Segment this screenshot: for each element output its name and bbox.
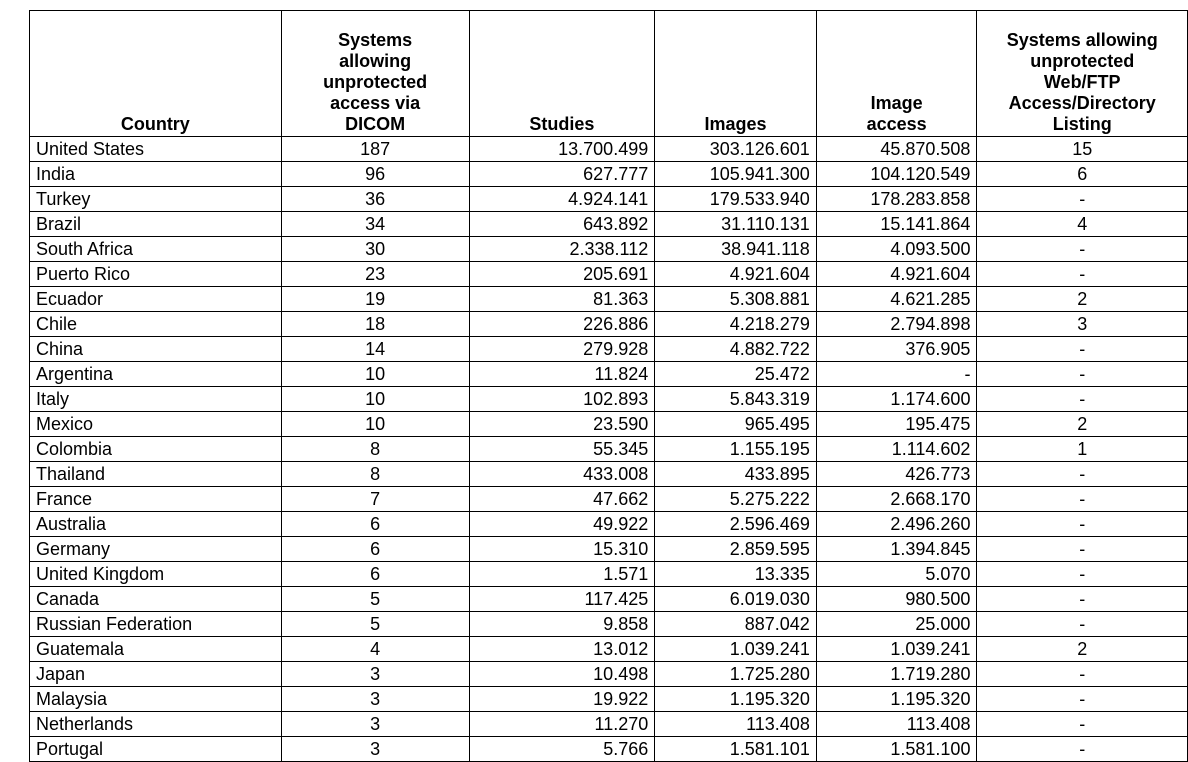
table-row <box>30 362 1188 387</box>
image-access-cell: 1.114.602 <box>816 437 977 462</box>
systems-dicom-cell: 19 <box>281 287 469 312</box>
image-access-cell: 426.773 <box>816 462 977 487</box>
table-row <box>30 337 1188 362</box>
country-cell: South Africa <box>30 237 282 262</box>
studies-cell: 226.886 <box>469 312 655 337</box>
systems-web-ftp-cell: - <box>977 737 1188 762</box>
table-row <box>30 612 1188 637</box>
studies-cell: 1.571 <box>469 562 655 587</box>
country-cell: Japan <box>30 662 282 687</box>
systems-web-ftp-cell: 2 <box>977 637 1188 662</box>
systems-web-ftp-cell: - <box>977 512 1188 537</box>
header-systems-dicom: Systems allowing unprotected access via DICOM <box>281 11 469 137</box>
image-access-cell: - <box>816 362 977 387</box>
image-access-cell: 104.120.549 <box>816 162 977 187</box>
studies-cell: 4.924.141 <box>469 187 655 212</box>
images-cell: 1.195.320 <box>655 687 817 712</box>
country-cell: Mexico <box>30 412 282 437</box>
dicom-exposure-table <box>29 10 1188 762</box>
image-access-cell: 195.475 <box>816 412 977 437</box>
images-cell: 5.843.319 <box>655 387 817 412</box>
systems-web-ftp-cell: - <box>977 337 1188 362</box>
studies-cell: 627.777 <box>469 162 655 187</box>
systems-web-ftp-cell: 2 <box>977 412 1188 437</box>
systems-web-ftp-cell: - <box>977 362 1188 387</box>
systems-web-ftp-cell: - <box>977 712 1188 737</box>
systems-web-ftp-cell: - <box>977 662 1188 687</box>
table-row <box>30 462 1188 487</box>
country-cell: Netherlands <box>30 712 282 737</box>
studies-cell: 9.858 <box>469 612 655 637</box>
country-cell: Guatemala <box>30 637 282 662</box>
table-row <box>30 587 1188 612</box>
systems-dicom-cell: 3 <box>281 662 469 687</box>
country-cell: Thailand <box>30 462 282 487</box>
systems-web-ftp-cell: - <box>977 612 1188 637</box>
studies-cell: 23.590 <box>469 412 655 437</box>
images-cell: 1.039.241 <box>655 637 817 662</box>
systems-web-ftp-cell: 15 <box>977 137 1188 162</box>
systems-dicom-cell: 187 <box>281 137 469 162</box>
systems-dicom-cell: 18 <box>281 312 469 337</box>
table-row <box>30 537 1188 562</box>
systems-dicom-cell: 6 <box>281 562 469 587</box>
country-cell: Italy <box>30 387 282 412</box>
images-cell: 1.155.195 <box>655 437 817 462</box>
systems-dicom-cell: 4 <box>281 637 469 662</box>
image-access-cell: 2.668.170 <box>816 487 977 512</box>
header-studies: Studies <box>469 11 655 137</box>
systems-dicom-cell: 5 <box>281 587 469 612</box>
country-cell: Chile <box>30 312 282 337</box>
image-access-cell: 1.039.241 <box>816 637 977 662</box>
studies-cell: 205.691 <box>469 262 655 287</box>
systems-dicom-cell: 10 <box>281 387 469 412</box>
images-cell: 1.581.101 <box>655 737 817 762</box>
systems-web-ftp-cell: - <box>977 562 1188 587</box>
table-row <box>30 637 1188 662</box>
studies-cell: 15.310 <box>469 537 655 562</box>
country-cell: Brazil <box>30 212 282 237</box>
table-row <box>30 437 1188 462</box>
images-cell: 1.725.280 <box>655 662 817 687</box>
systems-web-ftp-cell: - <box>977 587 1188 612</box>
studies-cell: 81.363 <box>469 287 655 312</box>
image-access-cell: 45.870.508 <box>816 137 977 162</box>
country-cell: Malaysia <box>30 687 282 712</box>
image-access-cell: 25.000 <box>816 612 977 637</box>
table-row <box>30 212 1188 237</box>
table-header <box>30 11 1188 137</box>
systems-web-ftp-cell: 3 <box>977 312 1188 337</box>
systems-web-ftp-cell: - <box>977 487 1188 512</box>
images-cell: 31.110.131 <box>655 212 817 237</box>
table-row <box>30 737 1188 762</box>
systems-dicom-cell: 14 <box>281 337 469 362</box>
images-cell: 965.495 <box>655 412 817 437</box>
table-row <box>30 487 1188 512</box>
table-row <box>30 262 1188 287</box>
images-cell: 4.921.604 <box>655 262 817 287</box>
image-access-cell: 15.141.864 <box>816 212 977 237</box>
image-access-cell: 376.905 <box>816 337 977 362</box>
studies-cell: 11.270 <box>469 712 655 737</box>
systems-web-ftp-cell: - <box>977 537 1188 562</box>
image-access-cell: 1.719.280 <box>816 662 977 687</box>
systems-web-ftp-cell: - <box>977 237 1188 262</box>
systems-dicom-cell: 34 <box>281 212 469 237</box>
systems-dicom-cell: 3 <box>281 712 469 737</box>
studies-cell: 10.498 <box>469 662 655 687</box>
systems-web-ftp-cell: - <box>977 462 1188 487</box>
country-cell: Australia <box>30 512 282 537</box>
country-cell: India <box>30 162 282 187</box>
systems-web-ftp-cell: 6 <box>977 162 1188 187</box>
systems-dicom-cell: 10 <box>281 362 469 387</box>
country-cell: Ecuador <box>30 287 282 312</box>
table-row <box>30 187 1188 212</box>
table-row <box>30 312 1188 337</box>
table-body <box>30 137 1188 762</box>
systems-dicom-cell: 96 <box>281 162 469 187</box>
country-cell: Puerto Rico <box>30 262 282 287</box>
images-cell: 433.895 <box>655 462 817 487</box>
country-cell: Argentina <box>30 362 282 387</box>
table-row <box>30 412 1188 437</box>
image-access-cell: 4.093.500 <box>816 237 977 262</box>
systems-dicom-cell: 5 <box>281 612 469 637</box>
systems-web-ftp-cell: 1 <box>977 437 1188 462</box>
image-access-cell: 4.621.285 <box>816 287 977 312</box>
systems-dicom-cell: 10 <box>281 412 469 437</box>
header-row <box>30 11 1188 137</box>
image-access-cell: 4.921.604 <box>816 262 977 287</box>
image-access-cell: 1.174.600 <box>816 387 977 412</box>
table-row <box>30 712 1188 737</box>
table-row <box>30 512 1188 537</box>
systems-web-ftp-cell: - <box>977 187 1188 212</box>
images-cell: 6.019.030 <box>655 587 817 612</box>
systems-dicom-cell: 8 <box>281 437 469 462</box>
studies-cell: 19.922 <box>469 687 655 712</box>
systems-dicom-cell: 3 <box>281 737 469 762</box>
country-cell: China <box>30 337 282 362</box>
header-country: Country <box>30 11 282 137</box>
systems-web-ftp-cell: 2 <box>977 287 1188 312</box>
table-row <box>30 137 1188 162</box>
country-cell: Russian Federation <box>30 612 282 637</box>
systems-dicom-cell: 23 <box>281 262 469 287</box>
images-cell: 113.408 <box>655 712 817 737</box>
systems-web-ftp-cell: - <box>977 262 1188 287</box>
country-cell: Germany <box>30 537 282 562</box>
image-access-cell: 5.070 <box>816 562 977 587</box>
country-cell: Portugal <box>30 737 282 762</box>
studies-cell: 433.008 <box>469 462 655 487</box>
image-access-cell: 2.496.260 <box>816 512 977 537</box>
studies-cell: 2.338.112 <box>469 237 655 262</box>
studies-cell: 117.425 <box>469 587 655 612</box>
image-access-cell: 178.283.858 <box>816 187 977 212</box>
images-cell: 4.218.279 <box>655 312 817 337</box>
country-cell: Turkey <box>30 187 282 212</box>
systems-dicom-cell: 3 <box>281 687 469 712</box>
images-cell: 887.042 <box>655 612 817 637</box>
studies-cell: 643.892 <box>469 212 655 237</box>
image-access-cell: 1.581.100 <box>816 737 977 762</box>
table-row <box>30 562 1188 587</box>
studies-cell: 55.345 <box>469 437 655 462</box>
systems-web-ftp-cell: - <box>977 387 1188 412</box>
systems-dicom-cell: 7 <box>281 487 469 512</box>
images-cell: 13.335 <box>655 562 817 587</box>
table-row <box>30 662 1188 687</box>
systems-dicom-cell: 6 <box>281 512 469 537</box>
studies-cell: 11.824 <box>469 362 655 387</box>
images-cell: 2.859.595 <box>655 537 817 562</box>
studies-cell: 279.928 <box>469 337 655 362</box>
images-cell: 105.941.300 <box>655 162 817 187</box>
country-cell: France <box>30 487 282 512</box>
images-cell: 38.941.118 <box>655 237 817 262</box>
systems-web-ftp-cell: - <box>977 687 1188 712</box>
studies-cell: 102.893 <box>469 387 655 412</box>
images-cell: 4.882.722 <box>655 337 817 362</box>
images-cell: 303.126.601 <box>655 137 817 162</box>
country-cell: United States <box>30 137 282 162</box>
image-access-cell: 113.408 <box>816 712 977 737</box>
header-systems-web-ftp: Systems allowing unprotected Web/FTP Access/Directory Listing <box>977 11 1188 137</box>
country-cell: Canada <box>30 587 282 612</box>
header-image-access: Image access <box>816 11 977 137</box>
images-cell: 2.596.469 <box>655 512 817 537</box>
image-access-cell: 1.394.845 <box>816 537 977 562</box>
images-cell: 179.533.940 <box>655 187 817 212</box>
table-row <box>30 687 1188 712</box>
table-row <box>30 237 1188 262</box>
image-access-cell: 2.794.898 <box>816 312 977 337</box>
studies-cell: 5.766 <box>469 737 655 762</box>
table-row <box>30 287 1188 312</box>
images-cell: 5.308.881 <box>655 287 817 312</box>
images-cell: 25.472 <box>655 362 817 387</box>
systems-dicom-cell: 36 <box>281 187 469 212</box>
systems-dicom-cell: 8 <box>281 462 469 487</box>
studies-cell: 13.700.499 <box>469 137 655 162</box>
table-row <box>30 162 1188 187</box>
studies-cell: 49.922 <box>469 512 655 537</box>
images-cell: 5.275.222 <box>655 487 817 512</box>
studies-cell: 13.012 <box>469 637 655 662</box>
systems-dicom-cell: 6 <box>281 537 469 562</box>
table-row <box>30 387 1188 412</box>
systems-dicom-cell: 30 <box>281 237 469 262</box>
systems-web-ftp-cell: 4 <box>977 212 1188 237</box>
header-images: Images <box>655 11 817 137</box>
image-access-cell: 980.500 <box>816 587 977 612</box>
country-cell: Colombia <box>30 437 282 462</box>
image-access-cell: 1.195.320 <box>816 687 977 712</box>
studies-cell: 47.662 <box>469 487 655 512</box>
country-cell: United Kingdom <box>30 562 282 587</box>
